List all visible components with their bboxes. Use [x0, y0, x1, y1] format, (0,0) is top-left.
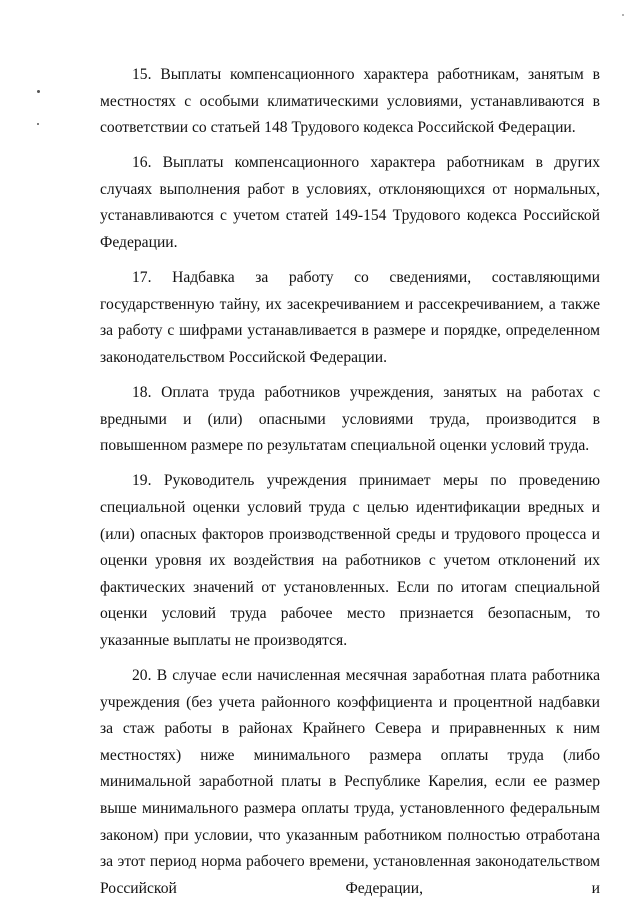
paragraph-16: 16. Выплаты компенсационного характера работникам в других случаях выполнения работ в условиях, отклоняющихся от нормальных, устанавливаются с учетом статей 149-154 Трудового кодекса Российской Федерации.	[100, 154, 600, 252]
paragraph-20: 20. В случае если начисленная месячная заработная плата работника учреждения (без учета районного коэффициента и процентной надбавки за стаж работы в районах Крайнего Севера и приравненных к ним местностях) ниже минимального размера оплаты труда (либо минимальной заработной платы в Республике Карелия, если ее размер выше минимального размера оплаты труда, установленного федеральным законом) при условии, что указанным работником полностью отработана за этот период норма рабочего времени, установленная законодательством Российской Федерации, и	[100, 666, 600, 897]
paragraph-18: 18. Оплата труда работников учреждения, занятых на работах с вредными и (или) опасными условиями труда, производится в повышенном размере по результатам специальной оценки условий труда.	[100, 384, 600, 455]
paragraph-17: 17. Надбавка за работу со сведениями, составляющими государственную тайну, их засекречиванием и рассекречиванием, а также за работу с шифрами устанавливается в размере и порядке, определенном законодательством Российской Федерации.	[100, 269, 600, 366]
scan-speck	[622, 14, 624, 16]
scan-speck	[37, 123, 39, 125]
paragraph-15: 15. Выплаты компенсационного характера работникам, занятым в местностях с особыми климатическими условиями, устанавливаются в соответствии со статьей 148 Трудового кодекса Российской Федерации.	[100, 66, 600, 137]
paragraph-19: 19. Руководитель учреждения принимает меры по проведению специальной оценки условий труда с целью идентификации вредных и (или) опасных факторов производственной среды и трудового процесса и оценки уровня их воздействия на работников с учетом отклонений их фактических значений от установленных. Если по итогам специальной оценки условий труда рабочее место признается безопасным, то указанные выплаты не производятся.	[100, 472, 600, 649]
document-body	[100, 62, 600, 911]
scan-speck	[37, 90, 40, 93]
